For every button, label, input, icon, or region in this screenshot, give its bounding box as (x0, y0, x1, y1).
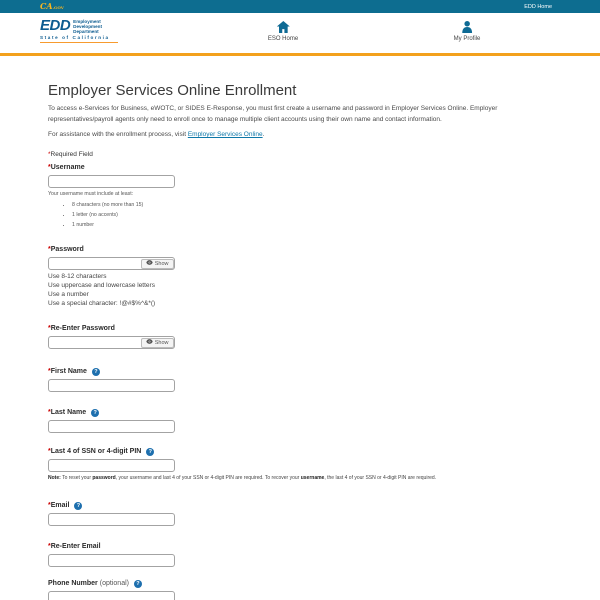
username-label-text: Username (50, 164, 85, 171)
password-show-button[interactable] (141, 259, 174, 269)
ca-gov-logo-suffix: .GOV (52, 4, 64, 10)
ssn-pin-note (48, 475, 552, 481)
reenter-password-show-button[interactable] (141, 338, 174, 348)
phone-optional-text: (optional) (99, 580, 129, 587)
edd-logo-dept-line: Employment (73, 19, 101, 24)
employer-services-online-link[interactable]: Employer Services Online (187, 131, 263, 138)
assistance-text: For assistance with the enrollment process, visit (48, 131, 188, 138)
nav-my-profile-label: My Profile (453, 36, 481, 42)
show-button-label: Show (154, 260, 169, 267)
edd-logo-dept-line: Development (73, 24, 103, 29)
required-marker: * (48, 151, 51, 158)
nav-eso-home-label: ESO Home (267, 36, 299, 42)
first-name-field-group (48, 368, 552, 392)
first-name-help-icon[interactable]: ? (92, 368, 100, 376)
ca-gov-logo[interactable] (40, 0, 64, 14)
username-field-group (48, 164, 552, 230)
profile-icon (461, 21, 472, 33)
last-name-input[interactable] (48, 420, 175, 433)
username-rule: • 8 characters (no more than 15) (72, 200, 552, 210)
first-name-input[interactable] (48, 379, 175, 392)
password-label-text: Password (50, 246, 84, 253)
eye-icon (146, 339, 153, 346)
ca-gov-logo-text: CA (40, 0, 53, 11)
note-text: , the last 4 of your SSN or 4-digit PIN are required. (324, 475, 437, 481)
email-input[interactable] (48, 513, 175, 526)
edd-logo-tagline: State of California (40, 35, 118, 43)
show-button-label: Show (154, 339, 169, 346)
required-marker: * (48, 164, 51, 171)
required-marker: * (48, 325, 51, 332)
note-bold: username (300, 475, 325, 481)
assistance-paragraph (48, 129, 552, 140)
password-rule: Use uppercase and lowercase letters (48, 282, 155, 289)
edd-logo[interactable] (40, 18, 118, 43)
ssn-pin-label-text: Last 4 of SSN or 4-digit PIN (50, 448, 142, 455)
first-name-label-text: First Name (50, 368, 87, 375)
reenter-password-label (48, 325, 552, 333)
nav-eso-home[interactable] (268, 21, 298, 42)
phone-label (48, 580, 552, 588)
note-text: , your username and last 4 of your SSN or 4-digit PIN are required. To recover your (115, 475, 301, 481)
phone-field-group (48, 580, 552, 600)
username-rule: • 1 letter (no accents) (72, 210, 552, 220)
last-name-label-text: Last Name (50, 409, 87, 416)
ssn-pin-label (48, 448, 552, 456)
reenter-email-label (48, 543, 552, 551)
edd-logo-department-name (73, 19, 102, 34)
top-utility-bar (0, 0, 600, 13)
intro-paragraph: To access e-Services for Business, eWOTC, or SIDES E-Response, you must first create a username and password in Employer Services Online. Employer representatives/payroll agents only need to enroll once to manage multiple client accounts using their own name and contact information. (48, 105, 498, 123)
email-label (48, 502, 552, 510)
phone-input[interactable] (48, 591, 175, 600)
required-marker: * (48, 409, 51, 416)
required-note-text: Required Field (50, 151, 93, 158)
reenter-password-field-group (48, 325, 552, 349)
phone-help-icon[interactable]: ? (134, 580, 142, 588)
ssn-pin-help-icon[interactable]: ? (146, 448, 154, 456)
password-rule: Use a special character: !@#$%^&*() (48, 300, 156, 307)
required-marker: * (48, 502, 51, 509)
page-title: Employer Services Online Enrollment (48, 82, 297, 99)
password-rule: Use 8-12 characters (48, 273, 107, 280)
required-field-note (48, 151, 552, 158)
username-rule: • 1 number (72, 220, 552, 230)
reenter-email-input[interactable] (48, 554, 175, 567)
nav-my-profile[interactable] (454, 21, 481, 42)
username-hint: Your username must include at least: (48, 191, 134, 197)
username-input[interactable] (48, 175, 175, 188)
required-marker: * (48, 543, 51, 550)
edd-home-link[interactable]: EDD Home (524, 3, 552, 10)
site-header (0, 13, 600, 53)
reenter-email-field-group (48, 543, 552, 567)
email-field-group (48, 502, 552, 526)
ssn-pin-input[interactable] (48, 459, 175, 472)
password-field-group (48, 246, 552, 308)
password-input-wrap (48, 257, 175, 270)
edd-logo-dept-line: Department (73, 29, 99, 34)
password-rule-list (48, 272, 552, 308)
email-label-text: Email (50, 502, 70, 509)
assistance-text-suffix: . (262, 131, 265, 138)
note-text: To reset your (60, 475, 93, 481)
reenter-password-label-text: Re-Enter Password (50, 325, 115, 332)
required-marker: * (48, 448, 51, 455)
note-bold: password (92, 475, 116, 481)
last-name-field-group (48, 409, 552, 433)
last-name-help-icon[interactable]: ? (91, 409, 99, 417)
email-help-icon[interactable]: ? (74, 502, 82, 510)
password-label (48, 246, 552, 254)
phone-label-text: Phone Number (48, 580, 98, 587)
ssn-pin-field-group (48, 448, 552, 481)
last-name-label (48, 409, 552, 417)
required-marker: * (48, 246, 51, 253)
reenter-email-label-text: Re-Enter Email (50, 543, 101, 550)
home-icon (277, 21, 290, 33)
required-marker: * (48, 368, 51, 375)
main-content (0, 56, 600, 600)
eye-icon (146, 260, 153, 267)
note-bold: Note: (48, 475, 61, 481)
first-name-label (48, 368, 552, 376)
username-rule-list (48, 200, 552, 230)
username-label (48, 164, 552, 172)
password-rule: Use a number (48, 291, 89, 298)
edd-logo-acronym: EDD (40, 17, 71, 34)
reenter-password-input-wrap (48, 336, 175, 349)
